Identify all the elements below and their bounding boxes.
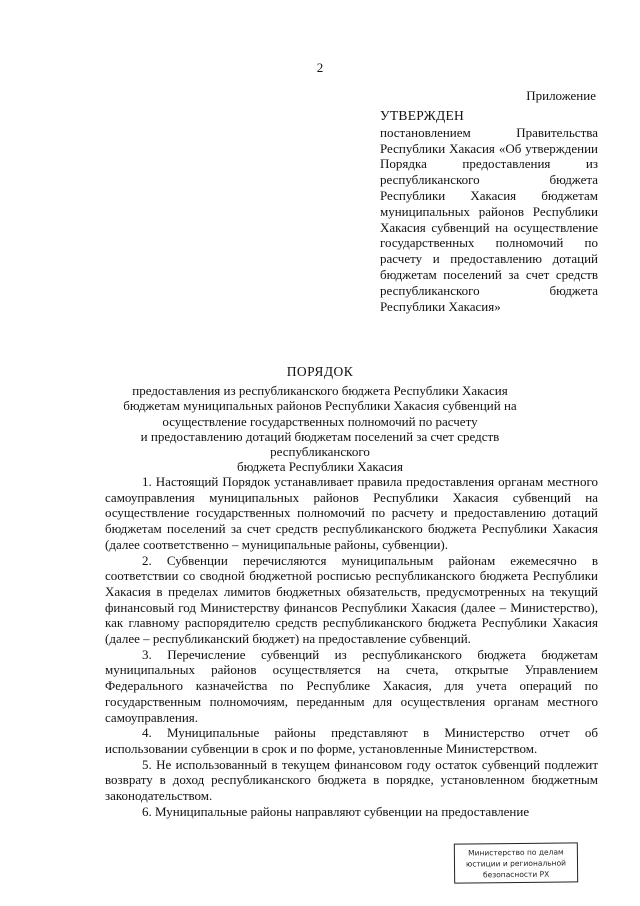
subtitle-line: и предоставлению дотаций бюджетам поселений за счет средств республиканского <box>140 428 500 460</box>
subtitle-line: бюджетам муниципальных районов Республики Хакасия субвенций на <box>123 398 517 414</box>
approved-heading: УТВЕРЖДЕН <box>380 108 465 123</box>
document-subtitle <box>96 383 544 475</box>
approval-block <box>380 108 598 314</box>
paragraph-5: 5. Не использованный в текущем финансовом году остаток субвенций подлежит возврату в доход республиканского бюджета в порядке, установленном бюджетным законодательством. <box>105 756 598 804</box>
page-number: 2 <box>316 60 324 75</box>
paragraph-1: 1. Настоящий Порядок устанавливает правила предоставления органам местного самоуправления муниципальных районов Республики Хакасия субвенций на осуществление государственных полномочий по расчету и предоставлению дотаций бюджетам поселений за счет средств республиканского бюджета Республики Хакасия (далее соответственно – муниципальные районы, субвенции). <box>105 474 598 552</box>
subtitle-line: предоставления из республиканского бюджета Республики Хакасия <box>132 383 508 398</box>
stamp-line: юстиции и региональной <box>465 858 567 869</box>
approval-text: постановлением Правительства Республики Хакасия «Об утверждении Порядка предоставления из республиканского бюджета Республики Хакасия бюджетам муниципальных районов Республики Хакасия субвенций на осуществление государственных полномочий по расчету и предоставлению дотаций бюджетам поселений за счет средств республиканского бюджета Республики Хакасия» <box>380 124 598 314</box>
stamp-line: безопасности РХ <box>482 869 550 880</box>
paragraph-6: 6. Муниципальные районы направляют субвенции на предоставление <box>142 803 530 819</box>
registration-stamp <box>454 842 578 883</box>
paragraph-2: 2. Субвенции перечисляются муниципальным районам ежемесячно в соответствии со сводной бюджетной росписью республиканского бюджета Республики Хакасия в пределах лимитов бюджетных обязательств, предусмотренных на текущий финансовый год Министерству финансов Республики Хакасия (далее – Министерство), как главному распорядителю средств республиканского бюджета Республики Хакасия (далее – республиканский бюджет) на предоставление субвенций. <box>105 552 598 647</box>
paragraph-4: 4. Муниципальные районы представляют в Министерство отчет об использовании субвенции в срок и по форме, установленные Министерством. <box>105 725 598 756</box>
paragraph-3: 3. Перечисление субвенций из республиканского бюджета бюджетам муниципальных районов осуществляется на счета, открытые Управлением Федерального казначейства по Республике Хакасия, для учета операций по государственным полномочиям, переданным для осуществления органам местного самоуправления. <box>105 646 598 725</box>
subtitle-line: бюджета Республики Хакасия <box>237 459 403 475</box>
document-title: ПОРЯДОК <box>286 364 354 379</box>
document-body <box>105 474 598 819</box>
subtitle-line: осуществление государственных полномочий по расчету <box>162 413 478 429</box>
stamp-line: Министерство по делам <box>468 847 564 858</box>
appendix-label: Приложение <box>526 88 596 103</box>
